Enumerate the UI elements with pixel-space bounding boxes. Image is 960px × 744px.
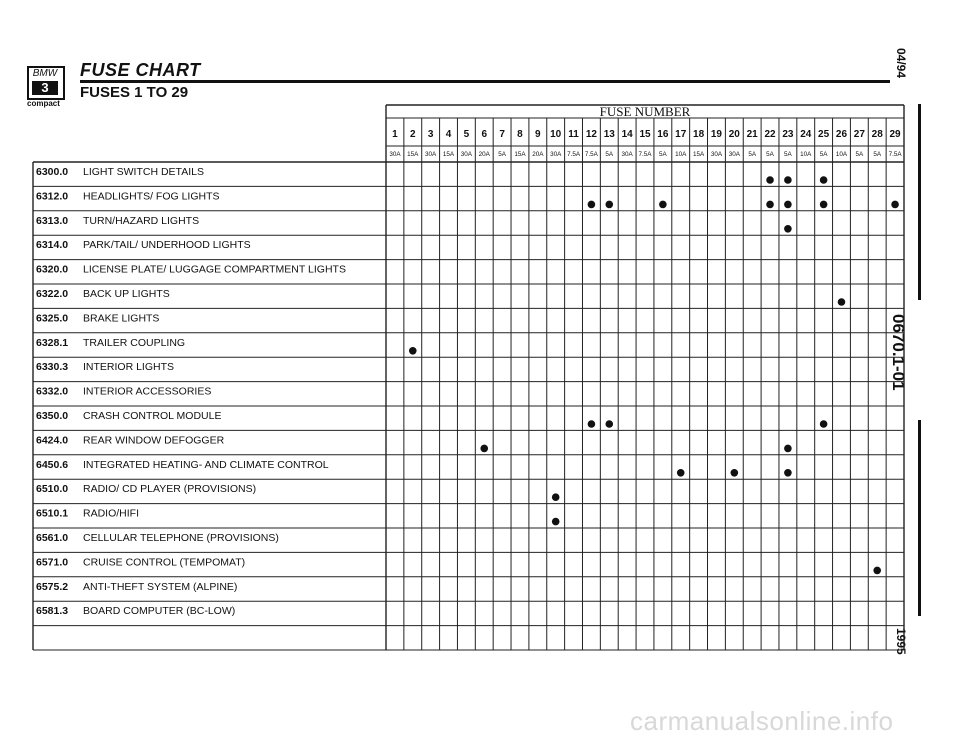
row-label: RADIO/ CD PLAYER (PROVISIONS) [83,483,257,496]
fuse-number: 26 [835,129,848,140]
fuse-number: 24 [800,129,812,140]
row-code: 6300.0 [36,166,69,178]
side-date: 04/94 [894,48,908,79]
fuse-amperage: 30A [389,151,401,158]
fuse-amperage: 10A [800,151,812,158]
fuse-dot [677,469,685,477]
fuse-amperage: 7.5A [567,151,581,158]
side-year: 1995 [894,628,908,655]
row-label: INTEGRATED HEATING- AND CLIMATE CONTROL [83,458,329,471]
fuse-number: 10 [550,129,562,140]
row-label: TURN/HAZARD LIGHTS [83,214,200,227]
fuse-number: 17 [675,129,687,140]
fuse-amperage: 5A [605,151,614,158]
fuse-number: 27 [853,129,865,140]
fuse-dot [588,420,596,428]
row-label: LICENSE PLATE/ LUGGAGE COMPARTMENT LIGHTS [83,263,346,276]
fuse-number: 28 [871,129,883,140]
fuse-amperage: 30A [710,151,723,158]
row-label: BRAKE LIGHTS [83,312,160,325]
row-label: LIGHT SWITCH DETAILS [83,166,204,178]
fuse-number: 16 [657,129,669,140]
fuse-dot [766,201,774,209]
fuse-number: 2 [410,129,416,140]
fuse-amperage: 20A [532,151,544,158]
fuse-dot [873,567,881,575]
fuse-amperage: 10A [675,151,687,158]
fuse-dot [891,201,899,209]
row-code: 6575.2 [36,580,69,593]
fuse-dot [409,347,417,355]
fuse-dot [605,420,613,428]
fuse-amperage: 5A [748,151,757,158]
row-code: 6320.0 [36,263,69,276]
fuse-dot [784,176,792,184]
fuse-dot [784,469,792,477]
fuse-amperage: 10A [835,151,848,158]
fuse-number: 13 [603,129,615,140]
row-code: 6312.0 [36,190,69,203]
fuse-dot [838,298,846,306]
row-code: 6561.0 [36,532,69,544]
fuse-dot [605,201,613,209]
fuse-number: 1 [392,129,398,140]
fuse-amperage: 15A [692,151,705,158]
fuse-number: 8 [517,129,523,140]
fuse-dot [552,493,560,501]
row-code: 6328.1 [36,336,69,349]
row-label: RADIO/HIFI [83,507,140,520]
fuse-amperage: 30A [425,151,437,158]
row-label: CRASH CONTROL MODULE [83,410,222,422]
fuse-number: 6 [481,129,488,140]
fuse-dot [659,201,667,209]
fuse-number: 3 [427,129,434,140]
fuse-number: 15 [639,129,651,140]
fuse-dot [552,518,560,526]
row-label: BACK UP LIGHTS [83,288,170,300]
fuse-number: 4 [445,129,452,140]
fuse-number: 23 [782,129,794,140]
fuse-dot [820,420,828,428]
fuse-number: 14 [621,129,633,140]
fuse-number: 12 [585,129,597,140]
fuse-amperage: 15A [407,151,419,158]
fuse-dot [480,445,488,453]
fuse-dot [784,445,792,453]
row-label: CELLULAR TELEPHONE (PROVISIONS) [83,532,279,544]
fuse-amperage: 15A [514,151,526,158]
row-code: 6350.0 [36,410,69,422]
row-code: 6322.0 [36,288,69,300]
row-code: 6450.6 [36,458,69,471]
fuse-number: 29 [889,129,901,140]
row-label: TRAILER COUPLING [83,336,186,349]
row-code: 6510.1 [36,507,69,520]
row-code: 6510.0 [36,483,69,496]
fuse-number: 20 [728,129,740,140]
fuse-amperage: 5A [873,151,882,158]
fuse-number: 21 [746,129,758,140]
fuse-amperage: 7.5A [888,151,902,158]
fuse-number: 11 [568,129,579,140]
fuse-amperage: 15A [442,151,455,158]
fuse-amperage: 7.5A [638,151,652,158]
side-doc-number: 0670.1-01 [889,314,908,391]
row-label: ANTI-THEFT SYSTEM (ALPINE) [83,580,238,593]
fuse-amperage: 5A [498,151,506,158]
fuse-number-header: FUSE NUMBER [599,104,691,119]
fuse-dot [784,201,792,209]
row-label: BOARD COMPUTER (BC-LOW) [83,605,236,618]
fuse-amperage: 30A [621,151,633,158]
row-code: 6581.3 [36,605,69,618]
fuse-amperage: 5A [819,151,828,158]
row-label: INTERIOR LIGHTS [83,361,175,374]
fuse-dot [820,176,828,184]
fuse-amperage: 5A [855,151,864,158]
fuse-number: 9 [535,129,541,140]
fuse-dot [784,225,792,233]
row-code: 6313.0 [36,214,69,227]
fuse-amperage: 5A [766,151,774,158]
row-code: 6325.0 [36,312,69,325]
row-code: 6571.0 [36,556,69,569]
logo-series: 3 [32,81,58,95]
row-label: HEADLIGHTS/ FOG LIGHTS [83,190,220,203]
row-code: 6314.0 [36,239,69,252]
fuse-amperage: 5A [659,151,667,158]
fuse-dot [766,176,774,184]
fuse-amperage: 30A [728,151,740,158]
fuse-dot [731,469,739,477]
page-subtitle: FUSES 1 TO 29 [80,84,189,101]
fuse-number: 25 [818,129,830,140]
row-label: REAR WINDOW DEFOGGER [83,434,225,447]
fuse-amperage: 30A [550,151,562,158]
fuse-number: 18 [693,129,705,140]
fuse-number: 22 [764,129,776,140]
row-code: 6424.0 [36,434,69,447]
fuse-amperage: 20A [478,151,490,158]
fuse-number: 19 [710,129,723,140]
watermark: carmanualsonline.info [630,706,894,736]
row-label: CRUISE CONTROL (TEMPOMAT) [83,556,246,569]
row-code: 6330.3 [36,361,69,374]
fuse-number: 7 [499,129,505,140]
fuse-amperage: 7.5A [584,151,598,158]
row-code: 6332.0 [36,385,69,398]
row-label: PARK/TAIL/ UNDERHOOD LIGHTS [83,239,251,252]
page-title: FUSE CHART [80,60,201,80]
fuse-number: 5 [463,129,470,140]
logo-subtitle: compact [27,99,60,108]
fuse-amperage: 30A [460,151,472,158]
fuse-dot [588,201,596,209]
fuse-amperage: 5A [784,151,792,158]
logo-brand: BMW [32,68,58,79]
row-label: INTERIOR ACCESSORIES [83,385,212,398]
fuse-dot [820,201,828,209]
